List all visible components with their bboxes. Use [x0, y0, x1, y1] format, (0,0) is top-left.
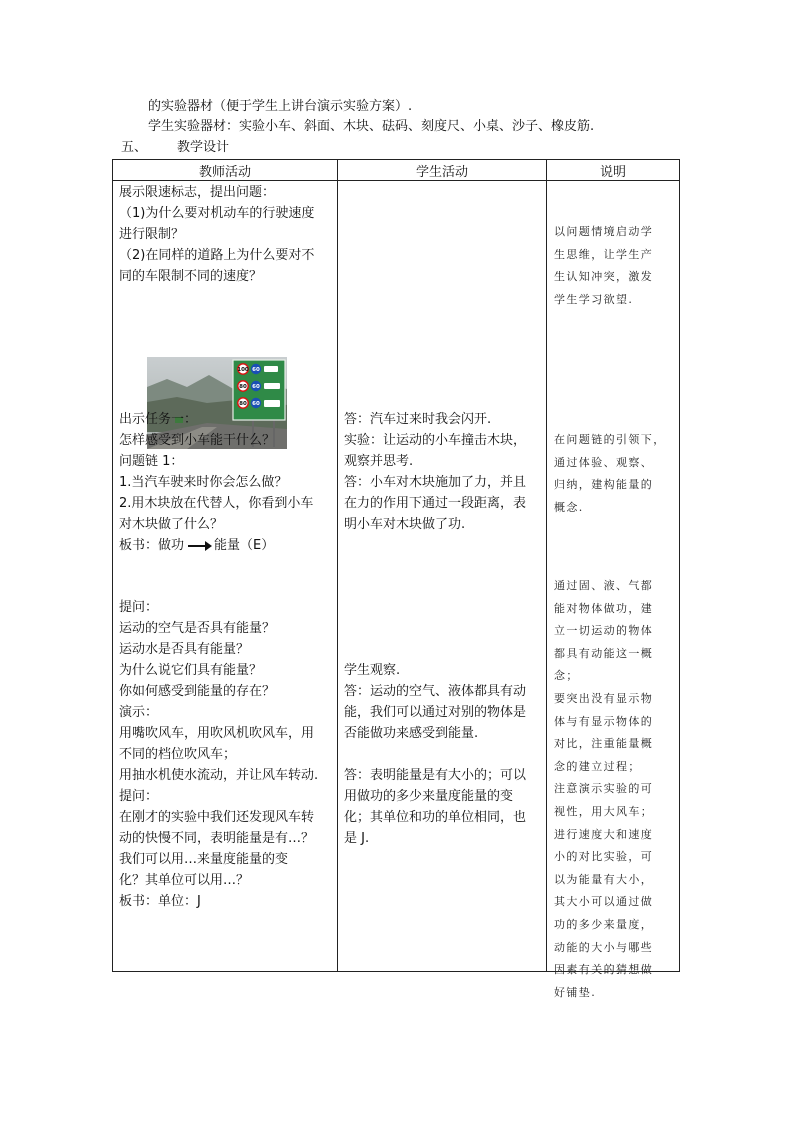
board-energy: 能量（E） — [214, 538, 275, 553]
section-number: 五、 — [121, 140, 148, 155]
notes-cell — [547, 181, 680, 999]
text-line: 对木块做了什么？ — [119, 517, 224, 532]
text-line: 对比，注重能量概 — [554, 737, 654, 751]
text-line: 运动水是否具有能量？ — [119, 642, 250, 657]
text-line: 怎样感受到小车能干什么？ — [119, 433, 276, 448]
text-line: 小的对比实验，可 — [554, 850, 654, 864]
text-line: 2.用木块放在代替人，你看到小车 — [119, 496, 314, 511]
speed-limit-2: 80 — [239, 384, 247, 390]
intro-line-2: 学生实验器材：实验小车、斜面、木块、砝码、刻度尺、小桌、沙子、橡皮筋. — [148, 119, 595, 134]
text-line: 在力的作用下通过一段距离，表 — [344, 496, 527, 511]
text-line: 都具有动能这一概 — [554, 646, 654, 660]
text-line: （1)为什么要对机动车的行驶速度 — [119, 206, 315, 221]
text-line: 问题链 1： — [119, 454, 184, 469]
table-row — [113, 181, 680, 972]
text-line: 立一切运动的物体 — [554, 624, 654, 638]
text-line: 化？其单位可以用…？ — [119, 873, 250, 888]
text-line: 视性，用大风车； — [554, 804, 654, 818]
text-line: 不同的档位吹风车； — [119, 747, 237, 762]
text-line: 用做功的多少来量度能量的变 — [344, 789, 514, 804]
text-line: 提问： — [119, 600, 159, 615]
teacher-block-task — [119, 409, 313, 556]
text-line: 以为能量有大小， — [554, 872, 654, 886]
text-line: 演示： — [119, 705, 159, 720]
intro-line-1: 的实验器材（便于学生上讲台演示实验方案）. — [148, 99, 413, 114]
text-line: 是 J. — [344, 831, 370, 846]
arrow-icon — [188, 545, 210, 547]
text-line: 板书：单位：J — [119, 894, 201, 909]
text-line: 体与有显示物体的 — [554, 714, 654, 728]
text-line: 归纳，建构能量的 — [554, 478, 654, 492]
text-line: 答：小车对木块施加了力，并且 — [344, 475, 527, 490]
board-work-energy — [119, 535, 313, 556]
text-line: 好铺垫. — [554, 985, 597, 999]
text-line: 动的快慢不同，表明能量是有…？ — [119, 831, 315, 846]
text-line: 动能的大小与哪些 — [554, 940, 654, 954]
text-line: 运动的空气是否具有能量？ — [119, 621, 276, 636]
speed-limit-1: 100 — [237, 367, 249, 373]
text-line: 通过体验、观察、 — [554, 455, 654, 469]
text-line: 答：表明能量是有大小的；可以 — [344, 768, 527, 783]
truck-icon — [264, 400, 280, 407]
text-line: 你如何感受到能量的存在？ — [119, 684, 276, 699]
text-line: 生思维，让学生产 — [554, 247, 654, 261]
text-line: 念； — [554, 669, 579, 683]
text-line: 学生学习欲望. — [554, 292, 634, 306]
text-line: 答：汽车过来时我会闪开. — [344, 412, 492, 427]
header-teacher: 教师活动 — [113, 160, 338, 181]
min-speed-2: 60 — [252, 384, 260, 390]
table-header-row — [113, 160, 680, 181]
text-line: 能对物体做功，建 — [554, 601, 654, 615]
text-line: 概念. — [554, 500, 584, 514]
car-icon — [264, 366, 278, 372]
text-line: 以问题情境启动学 — [554, 225, 654, 238]
text-line: 用抽水机使水流动，并让风车转动. — [119, 768, 319, 783]
text-line: 生认知冲突，激发 — [554, 270, 654, 284]
text-line: 通过固、液、气都 — [554, 579, 654, 592]
text-line: 念的建立过程； — [554, 759, 641, 773]
text-line: 因素有关的猜想做 — [554, 963, 654, 977]
text-line: 提问： — [119, 789, 159, 804]
text-line: 1.当汽车驶来时你会怎么做？ — [119, 475, 288, 490]
text-line: 功的多少来量度， — [554, 917, 654, 931]
note-2 — [554, 429, 666, 519]
teacher-block-questions — [119, 597, 318, 912]
text-line: 化；其单位和功的单位相同，也 — [344, 810, 527, 825]
text-line: 要突出没有显示物 — [554, 691, 654, 705]
text-line: 出示任务一： — [119, 412, 198, 427]
section-title: 教学设计 — [177, 140, 230, 155]
teacher-cell — [113, 181, 338, 972]
text-line: 明小车对木块做了功. — [344, 517, 466, 532]
text-line: 注意演示实验的可 — [554, 782, 654, 796]
text-line: 答：运动的空气、液体都具有动 — [344, 684, 527, 699]
student-answers-3 — [344, 765, 526, 849]
teacher-block-1 — [119, 182, 314, 287]
text-line: 同的车限制不同的速度？ — [119, 269, 263, 284]
text-line: 展示限速标志，提出问题： — [119, 185, 276, 200]
min-speed-1: 60 — [252, 367, 260, 373]
text-line: 其大小可以通过做 — [554, 895, 654, 909]
text-line: 否能做功来感受到能量. — [344, 726, 479, 741]
text-line: 学生观察. — [344, 663, 401, 678]
student-answers-1 — [344, 409, 526, 535]
text-line: 进行限制？ — [119, 227, 185, 242]
lesson-plan-table — [112, 159, 680, 999]
bus-icon — [264, 383, 280, 389]
speed-limit-3: 80 — [239, 401, 247, 407]
header-notes: 说明 — [547, 160, 680, 181]
text-line: 在问题链的引领下， — [554, 433, 666, 446]
text-line: 能，我们可以通过对别的物体是 — [344, 705, 527, 720]
text-line: 为什么说它们具有能量？ — [119, 663, 263, 678]
student-answers-2 — [344, 660, 526, 744]
note-3 — [554, 575, 653, 1004]
text-line: 在刚才的实验中我们还发现风车转 — [119, 810, 315, 825]
section-heading — [121, 139, 229, 156]
text-line: （2)在同样的道路上为什么要对不 — [119, 248, 315, 263]
note-1 — [554, 221, 653, 311]
text-line: 我们可以用…来量度能量的变 — [119, 852, 289, 867]
header-student: 学生活动 — [338, 160, 547, 181]
text-line: 用嘴吹风车，用吹风机吹风车，用 — [119, 726, 315, 741]
board-label: 板书：做功 — [119, 538, 185, 553]
student-cell — [338, 181, 547, 972]
text-line: 实验：让运动的小车撞击木块， — [344, 433, 527, 448]
text-line: 进行速度大和速度 — [554, 827, 654, 841]
text-line: 观察并思考. — [344, 454, 414, 469]
min-speed-3: 60 — [252, 401, 260, 407]
